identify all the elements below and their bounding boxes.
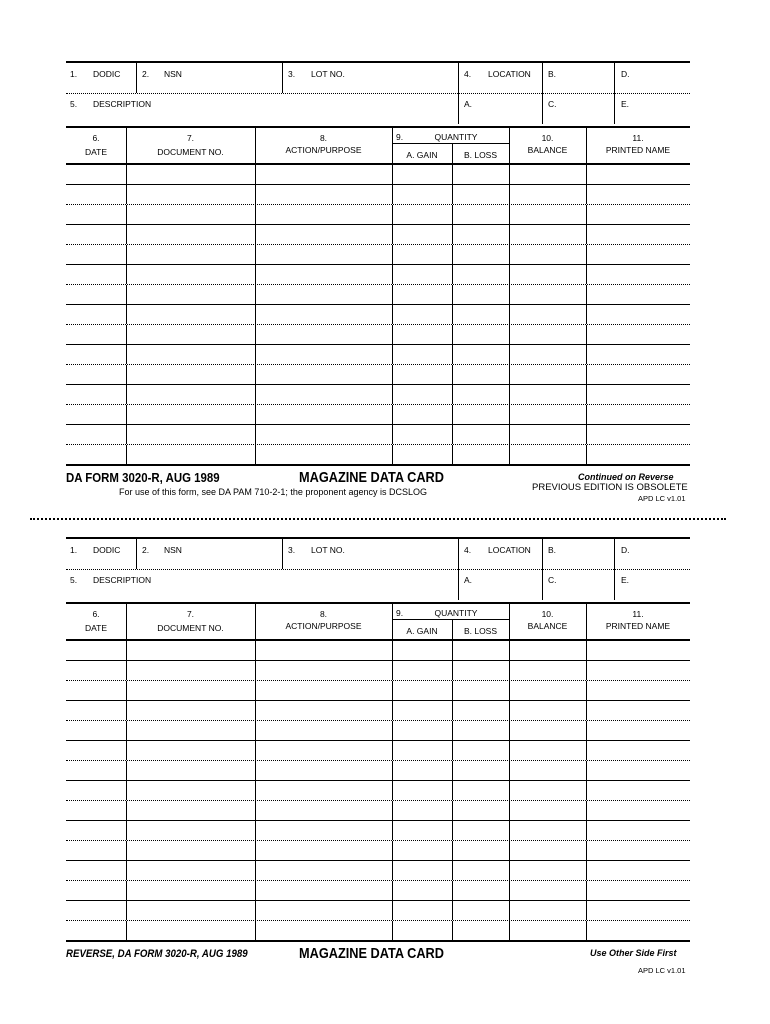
form-id: DA FORM 3020-R, AUG 1989 <box>66 470 220 485</box>
header-block <box>66 537 690 602</box>
table-row[interactable] <box>66 245 690 265</box>
table-row[interactable] <box>66 641 690 661</box>
form-title: MAGAZINE DATA CARD <box>299 469 444 486</box>
header-row-2 <box>66 94 690 124</box>
column-header <box>66 602 690 641</box>
location-b-field[interactable]: B. <box>548 545 557 555</box>
table-row[interactable] <box>66 365 690 385</box>
col-balance-label: BALANCE <box>527 145 568 155</box>
location-num: 4. <box>464 545 472 555</box>
table-row[interactable] <box>66 285 690 305</box>
table-row[interactable] <box>66 781 690 801</box>
col-docno-label: DOCUMENT NO. <box>157 147 224 157</box>
table-row[interactable] <box>66 861 690 881</box>
reverse-form-title: MAGAZINE DATA CARD <box>299 945 444 962</box>
table-row[interactable] <box>66 661 690 681</box>
col-docno-label: DOCUMENT NO. <box>157 623 224 633</box>
location-c-field[interactable]: C. <box>548 99 557 109</box>
col-gain-label: A. GAIN <box>406 626 438 636</box>
dodic-field[interactable]: DODIC <box>93 545 121 555</box>
reverse-version-label: APD LC v1.01 <box>638 966 686 975</box>
use-other-side-note: Use Other Side First <box>590 948 677 958</box>
obsolete-note: PREVIOUS EDITION IS OBSOLETE <box>532 482 688 493</box>
table-row[interactable] <box>66 741 690 761</box>
col-balance-num: 10. <box>541 133 554 143</box>
col-loss-label: B. LOSS <box>463 150 498 160</box>
dodic-num: 1. <box>70 545 78 555</box>
table-row[interactable] <box>66 921 690 942</box>
col-name-num: 11. <box>632 609 644 619</box>
nsn-field[interactable]: NSN <box>164 69 182 79</box>
table-row[interactable] <box>66 265 690 285</box>
table-row[interactable] <box>66 345 690 365</box>
col-docno-num: 7. <box>186 133 195 143</box>
col-action-num: 8. <box>319 133 328 143</box>
col-balance-num: 10. <box>541 609 554 619</box>
location-e-field[interactable]: E. <box>621 575 630 585</box>
table-row[interactable] <box>66 701 690 721</box>
nsn-num: 2. <box>142 69 150 79</box>
table-row[interactable] <box>66 425 690 445</box>
table-row[interactable] <box>66 681 690 701</box>
table-row[interactable] <box>66 185 690 205</box>
col-date-label: DATE <box>84 147 108 157</box>
location-field[interactable]: LOCATION <box>488 545 531 555</box>
description-num: 5. <box>70 99 78 109</box>
nsn-field[interactable]: NSN <box>164 545 182 555</box>
description-field[interactable]: DESCRIPTION <box>93 575 152 585</box>
proponent-note: For use of this form, see DA PAM 710-2-1; the proponent agency is DCSLOG <box>119 487 427 497</box>
table-row[interactable] <box>66 901 690 921</box>
col-balance-label: BALANCE <box>527 621 568 631</box>
continued-note: Continued on Reverse <box>578 472 674 482</box>
lot-no-field[interactable]: LOT NO. <box>311 545 345 555</box>
header-row-1 <box>66 63 690 94</box>
col-action-num: 8. <box>319 609 328 619</box>
entry-rows <box>66 641 690 942</box>
nsn-num: 2. <box>142 545 150 555</box>
col-qty-label: QUANTITY <box>434 608 478 618</box>
version-label: APD LC v1.01 <box>638 494 686 503</box>
description-num: 5. <box>70 575 78 585</box>
table-row[interactable] <box>66 405 690 425</box>
col-loss-label: B. LOSS <box>463 626 498 636</box>
location-field[interactable]: LOCATION <box>488 69 531 79</box>
entry-rows <box>66 165 690 466</box>
col-name-num: 11. <box>632 133 644 143</box>
table-row[interactable] <box>66 821 690 841</box>
reverse-form <box>66 537 690 942</box>
location-e-field[interactable]: E. <box>621 99 630 109</box>
table-row[interactable] <box>66 801 690 821</box>
location-a-field[interactable]: A. <box>464 99 473 109</box>
dodic-field[interactable]: DODIC <box>93 69 121 79</box>
column-header <box>66 126 690 165</box>
table-row[interactable] <box>66 305 690 325</box>
col-name-label: PRINTED NAME <box>605 145 671 155</box>
col-name-label: PRINTED NAME <box>605 621 671 631</box>
col-date-num: 6. <box>92 133 100 143</box>
lot-num: 3. <box>288 545 296 555</box>
col-docno-num: 7. <box>186 609 195 619</box>
table-row[interactable] <box>66 881 690 901</box>
table-row[interactable] <box>66 385 690 405</box>
col-date-num: 6. <box>92 609 100 619</box>
lot-num: 3. <box>288 69 296 79</box>
col-action-label: ACTION/PURPOSE <box>285 145 362 155</box>
table-row[interactable] <box>66 225 690 245</box>
col-qty-num: 9. <box>396 132 404 142</box>
col-qty-label: QUANTITY <box>434 132 478 142</box>
table-row[interactable] <box>66 325 690 345</box>
col-gain-label: A. GAIN <box>406 150 438 160</box>
col-qty-num: 9. <box>396 608 404 618</box>
reverse-form-id: REVERSE, DA FORM 3020-R, AUG 1989 <box>66 948 248 960</box>
table-row[interactable] <box>66 205 690 225</box>
location-c-field[interactable]: C. <box>548 575 557 585</box>
description-field[interactable]: DESCRIPTION <box>93 99 152 109</box>
header-block <box>66 61 690 126</box>
header-row-2 <box>66 570 690 600</box>
location-a-field[interactable]: A. <box>464 575 473 585</box>
col-date-label: DATE <box>84 623 108 633</box>
location-d-field[interactable]: D. <box>621 545 630 555</box>
col-action-label: ACTION/PURPOSE <box>285 621 362 631</box>
table-row[interactable] <box>66 761 690 781</box>
location-b-field[interactable]: B. <box>548 69 557 79</box>
location-d-field[interactable]: D. <box>621 69 630 79</box>
front-form <box>66 61 690 466</box>
table-row[interactable] <box>66 841 690 861</box>
location-num: 4. <box>464 69 472 79</box>
table-row[interactable] <box>66 721 690 741</box>
cut-line <box>30 518 726 520</box>
dodic-num: 1. <box>70 69 78 79</box>
table-row[interactable] <box>66 445 690 466</box>
header-row-1 <box>66 539 690 570</box>
lot-no-field[interactable]: LOT NO. <box>311 69 345 79</box>
table-row[interactable] <box>66 165 690 185</box>
